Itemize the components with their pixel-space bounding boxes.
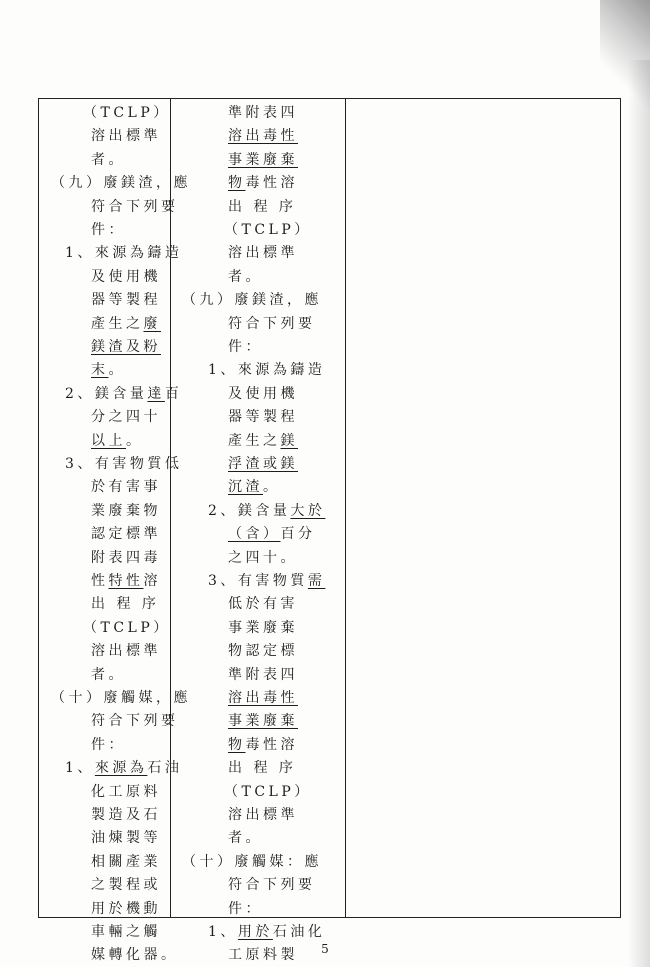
text-line xyxy=(228,241,298,265)
text-segment: 用於機動 xyxy=(91,900,161,917)
text-line xyxy=(228,616,298,640)
underlined-amendment: 達 xyxy=(147,385,165,402)
text-line xyxy=(91,288,161,312)
text-line xyxy=(91,639,161,663)
text-segment: 出 程 序 xyxy=(228,198,297,215)
text-line xyxy=(91,195,179,219)
text-segment: 化工原料 xyxy=(91,783,161,800)
text-segment: （TCLP） xyxy=(224,783,312,800)
text-segment: 1、來源為鑄造 xyxy=(65,245,183,262)
text-line xyxy=(91,920,161,944)
text-segment: 業廢棄物 xyxy=(91,502,161,519)
text-segment: 溶出標準 xyxy=(228,245,298,262)
text-segment: 物認定標 xyxy=(228,643,298,660)
text-segment: 者。 xyxy=(228,830,263,847)
text-line xyxy=(228,382,298,406)
text-line xyxy=(91,429,144,453)
text-segment: 符合下列要 xyxy=(91,198,179,215)
text-line xyxy=(228,663,298,687)
text-segment: 相關產業 xyxy=(91,853,161,870)
text-line xyxy=(228,897,263,921)
text-segment: 毒性溶 xyxy=(245,736,298,753)
text-segment: 1、來源為鑄造 xyxy=(208,362,326,379)
comparison-table xyxy=(38,98,621,964)
text-line xyxy=(228,522,316,546)
text-line xyxy=(228,195,296,219)
text-segment: 。 xyxy=(108,362,126,379)
text-segment: 符合下列要 xyxy=(228,877,316,894)
text-segment: 之製程或 xyxy=(91,877,161,894)
text-line xyxy=(228,686,298,710)
text-segment: 車輛之觸 xyxy=(91,924,161,940)
text-line xyxy=(91,218,126,242)
explanation-column xyxy=(345,99,622,917)
text-segment: 及使用機 xyxy=(91,268,161,285)
text-line xyxy=(224,218,312,242)
text-line xyxy=(228,335,263,359)
text-line xyxy=(228,733,298,757)
text-line xyxy=(91,405,161,429)
text-line xyxy=(91,873,161,897)
text-line xyxy=(91,358,126,382)
text-line xyxy=(65,382,182,406)
text-segment: 溶出標準 xyxy=(91,128,161,145)
text-line xyxy=(228,405,298,429)
underlined-amendment: 溶出毒性 xyxy=(228,128,298,145)
text-segment: 3、有害物質 xyxy=(208,573,308,589)
text-line xyxy=(65,452,182,476)
text-line xyxy=(91,546,161,570)
underlined-amendment: 來源為 xyxy=(94,760,148,777)
text-line xyxy=(91,522,161,546)
underlined-amendment: 末 xyxy=(91,362,109,379)
text-segment: 1、 xyxy=(208,924,238,940)
text-line xyxy=(91,124,161,148)
text-line xyxy=(228,756,296,780)
text-line xyxy=(91,826,161,850)
page-number: 5 xyxy=(321,942,329,956)
text-line xyxy=(208,920,325,944)
text-line xyxy=(91,592,159,616)
text-segment: 出 程 序 xyxy=(228,760,297,777)
new-text-column xyxy=(170,99,345,964)
text-segment: 2、鎂含量 xyxy=(65,385,148,402)
text-line xyxy=(91,803,161,827)
text-line xyxy=(228,592,298,616)
text-line xyxy=(208,499,325,523)
text-line xyxy=(91,312,161,336)
text-segment: 製造及石 xyxy=(91,807,161,823)
text-line xyxy=(224,780,312,804)
text-segment: 媒轉化器。 xyxy=(91,947,179,964)
text-line xyxy=(228,429,298,453)
text-line xyxy=(208,569,325,593)
text-line xyxy=(182,850,322,874)
text-segment: 符合下列要 xyxy=(228,315,316,332)
text-segment: 者。 xyxy=(228,268,263,285)
underlined-amendment: 事業廢棄 xyxy=(228,713,298,730)
text-segment: （十）廢觸媒：應 xyxy=(182,853,322,870)
text-segment: 及使用機 xyxy=(228,385,298,402)
text-segment: 毒性溶 xyxy=(245,175,298,192)
text-line xyxy=(91,850,161,874)
text-line xyxy=(91,780,161,804)
text-segment: 性 xyxy=(91,573,109,589)
text-line xyxy=(228,475,281,499)
text-segment: 事業廢棄 xyxy=(228,619,298,636)
text-line xyxy=(91,897,161,921)
text-line xyxy=(65,241,182,265)
text-line xyxy=(91,148,126,172)
text-line xyxy=(208,358,325,382)
text-segment: 件： xyxy=(228,339,263,355)
underlined-amendment: 溶出毒性 xyxy=(228,690,298,706)
underlined-amendment: 廢 xyxy=(143,315,161,332)
text-segment: 。 xyxy=(263,479,281,496)
text-segment: 1、 xyxy=(65,760,95,777)
text-segment: 百分 xyxy=(280,526,316,543)
text-line xyxy=(182,288,322,312)
text-line xyxy=(83,101,171,125)
text-segment: 溶出標準 xyxy=(91,643,161,660)
text-segment: 百 xyxy=(164,385,183,402)
text-segment: （九）廢鎂渣，應 xyxy=(182,292,322,309)
text-segment: 工原料製 xyxy=(228,947,298,964)
text-segment: 溶出標準 xyxy=(228,807,298,823)
text-line xyxy=(228,709,298,733)
text-segment: 準附表四 xyxy=(228,105,298,121)
text-segment: 件： xyxy=(91,736,126,753)
underlined-amendment: 沉渣 xyxy=(228,479,263,496)
underlined-amendment: 事業廢棄 xyxy=(228,151,298,168)
text-segment: 分之四十 xyxy=(91,409,161,426)
text-segment: 產生之 xyxy=(91,315,144,332)
text-line xyxy=(228,873,316,897)
text-segment: 符合下列要 xyxy=(91,713,179,730)
text-line xyxy=(228,124,298,148)
text-segment: 3、有害物質低 xyxy=(65,456,183,472)
text-line xyxy=(228,171,298,195)
underlined-amendment: 物 xyxy=(228,736,246,753)
underlined-amendment: 用於 xyxy=(237,924,273,940)
text-segment: 產生之 xyxy=(228,432,281,449)
text-segment: 石油 xyxy=(147,760,183,777)
underlined-amendment: （含） xyxy=(228,526,281,543)
text-line xyxy=(91,709,179,733)
underlined-amendment: 物 xyxy=(228,175,246,192)
text-segment: 件： xyxy=(91,222,126,238)
text-segment: 溶 xyxy=(143,573,161,589)
text-line xyxy=(228,148,298,172)
text-segment: （TCLP） xyxy=(83,105,171,121)
text-line xyxy=(91,499,161,523)
text-line xyxy=(228,101,298,125)
text-segment: 於有害事 xyxy=(91,479,161,496)
text-segment: 石油化 xyxy=(272,924,326,940)
text-segment: 油煉製等 xyxy=(91,830,161,847)
underlined-amendment: 鎂 xyxy=(280,432,298,449)
text-segment: 準附表四 xyxy=(228,666,298,683)
text-segment: 認定標準 xyxy=(91,526,161,543)
underlined-amendment: 大於 xyxy=(290,502,326,519)
text-line xyxy=(65,756,182,780)
text-segment: （十）廢觸媒，應 xyxy=(51,690,191,706)
text-line xyxy=(228,639,298,663)
text-line xyxy=(91,265,161,289)
text-segment: 器等製程 xyxy=(228,409,298,426)
text-line xyxy=(91,733,126,757)
text-segment: 2、鎂含量 xyxy=(208,502,291,519)
text-line xyxy=(91,569,161,593)
text-segment: （九）廢鎂渣，應 xyxy=(51,175,191,192)
text-line xyxy=(228,452,298,476)
text-segment: （TCLP） xyxy=(83,619,171,636)
underlined-amendment: 鎂渣及粉 xyxy=(91,339,161,355)
text-segment: （TCLP） xyxy=(224,222,312,238)
underlined-amendment: 浮渣或鎂 xyxy=(228,456,298,472)
text-line xyxy=(228,546,298,570)
underlined-amendment: 特性 xyxy=(108,573,144,589)
underlined-amendment: 以上 xyxy=(91,432,126,449)
underlined-amendment: 需 xyxy=(307,573,326,589)
text-line xyxy=(91,475,161,499)
text-segment: 件： xyxy=(228,900,263,917)
text-segment: 之四十。 xyxy=(228,549,298,566)
text-line xyxy=(83,616,171,640)
text-line xyxy=(228,265,263,289)
text-line xyxy=(91,663,126,687)
text-segment: 者。 xyxy=(91,666,126,683)
text-segment: 。 xyxy=(126,432,144,449)
scan-edge-shadow xyxy=(628,60,650,967)
text-segment: 者。 xyxy=(91,151,126,168)
text-segment: 附表四毒 xyxy=(91,549,161,566)
text-segment: 器等製程 xyxy=(91,292,161,309)
text-line xyxy=(228,312,316,336)
old-text-column xyxy=(39,99,191,964)
text-segment: 出 程 序 xyxy=(91,596,160,613)
text-line xyxy=(228,803,298,827)
text-line xyxy=(228,826,263,850)
text-segment: 低於有害 xyxy=(228,596,298,613)
text-line xyxy=(91,335,161,359)
